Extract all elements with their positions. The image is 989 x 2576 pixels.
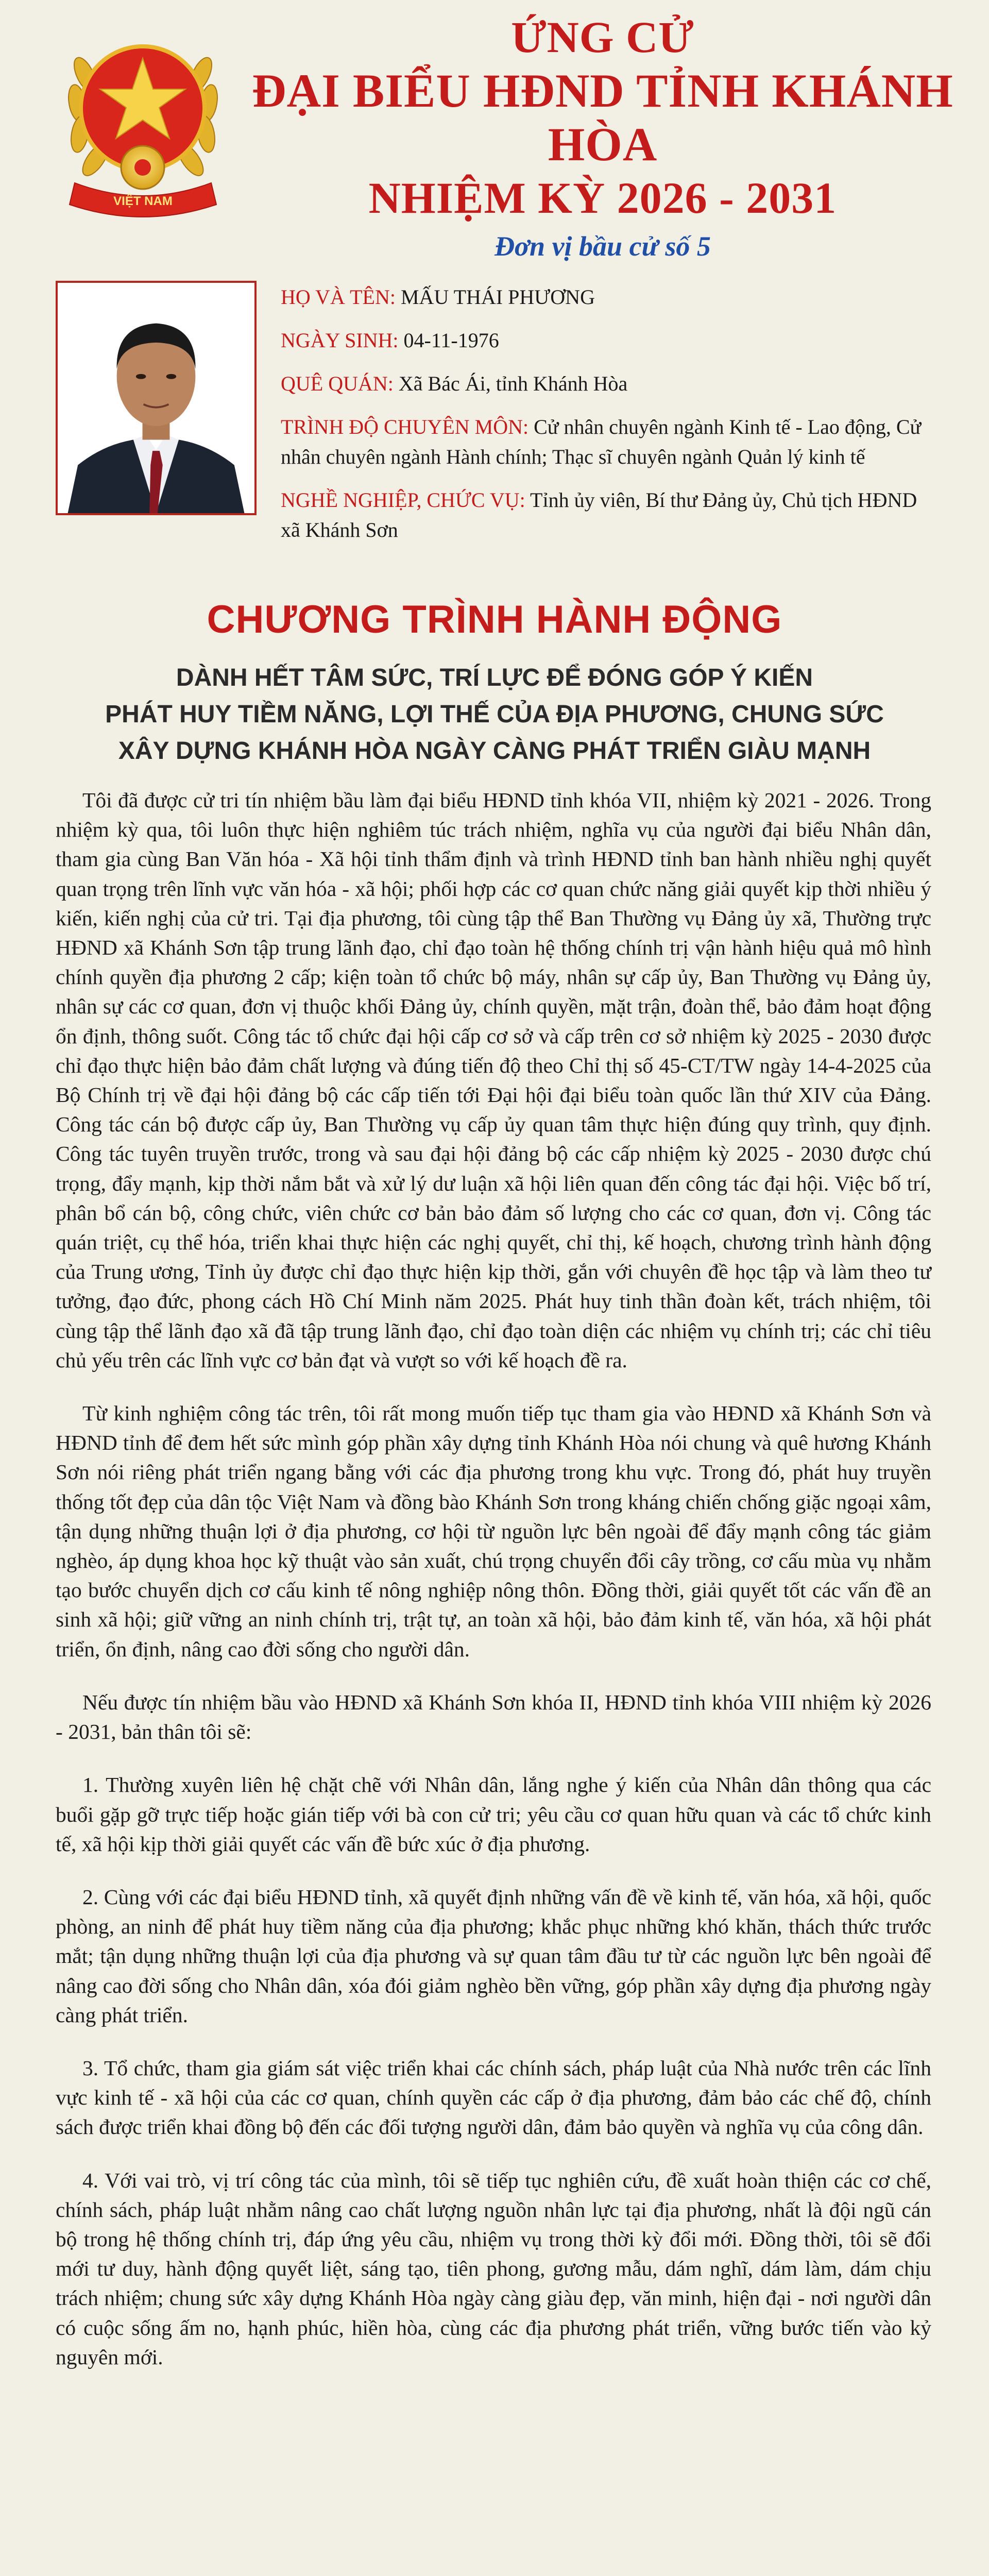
paragraph-pledge-intro: Nếu được tín nhiệm bầu vào HĐND xã Khánh Sơn khóa II, HĐND tỉnh khóa VIII nhiệm kỳ 2026 - 2031, bản thân tôi sẽ: — [56, 1690, 931, 1744]
field-value: MẤU THÁI PHƯƠNG — [400, 285, 595, 309]
paragraph-pledge-1: 1. Thường xuyên liên hệ chặt chẽ với Nhân dân, lắng nghe ý kiến của Nhân dân thông qua các buổi gặp gỡ trực tiếp hoặc gián tiếp với bà con cử tri; yêu cầu cơ quan hữu quan và các tổ chức kinh tế, xã hội kịp thời giải quyết các vấn đề bức xúc ở địa phương. — [56, 1773, 931, 1856]
field-label: NGÀY SINH — [281, 329, 393, 352]
program-subtitle — [77, 659, 912, 769]
paragraph-pledge-4: 4. Với vai trò, vị trí công tác của mình, tôi sẽ tiếp tục nghiên cứu, đề xuất hoàn thiện các cơ chế, chính sách, pháp luật nhằm nâng cao chất lượng nguồn nhân lực tại địa phương, nhất là đội ngũ cán bộ trong hệ thống chính trị, đáp ứng yêu cầu, nhiệm vụ trong thời kỳ đổi mới. Đồng thời, tôi sẽ đổi mới tư duy, hành động quyết liệt, sáng tạo, tiên phong, gương mẫu, dám nghĩ, dám làm, dám chịu trách nhiệm; chung sức xây dựng Khánh Hòa ngày càng giàu đẹp, văn minh, hiện đại - nơi người dân có cuộc sống ấm no, hạnh phúc, hiền hòa, cùng các địa phương phát triển, vững bước tiến vào kỷ nguyên mới. — [56, 2168, 931, 2369]
field-occupation: NGHỀ NGHIỆP, CHỨC VỤ: Tỉnh ủy viên, Bí thư Đảng ủy, Chủ tịch HĐND xã Khánh Sơn — [281, 488, 917, 541]
subtitle-line-2: PHÁT HUY TIỀM NĂNG, LỢI THẾ CỦA ĐỊA PHƯƠNG, CHUNG SỨC — [105, 701, 884, 728]
subtitle-line-3: XÂY DỰNG KHÁNH HÒA NGÀY CÀNG PHÁT TRIỂN GIÀU MẠNH — [118, 737, 871, 765]
paragraph-aspiration: Từ kinh nghiệm công tác trên, tôi rất mong muốn tiếp tục tham gia vào HĐND xã Khánh Sơn và HĐND tỉnh để đem hết sức mình góp phần xây dựng tỉnh Khánh Hòa nói chung và quê hương Khánh Sơn nói riêng phát triển ngang bằng với các địa phương trong khu vực. Trong đó, phát huy truyền thống tốt đẹp của dân tộc Việt Nam và đồng bào Khánh Sơn trong kháng chiến chống giặc ngoại xâm, tận dụng những thuận lợi ở địa phương, cơ hội từ nguồn lực bên ngoài để đẩy mạnh công tác giảm nghèo, áp dụng khoa học kỹ thuật vào sản xuất, chú trọng chuyển đổi cây trồng, cơ cấu mùa vụ nhằm tạo bước chuyển dịch cơ cấu kinh tế nông nghiệp nông thôn. Đồng thời, giải quyết tốt các vấn đề an sinh xã hội; giữ vững an ninh chính trị, trật tự, an toàn xã hội, bảo đảm kinh tế, văn hóa, xã hội phát triển, ổn định, nâng cao đời sống cho người dân. — [56, 1401, 931, 1661]
header — [247, 10, 958, 266]
field-hometown: QUÊ QUÁN: Xã Bác Ái, tỉnh Khánh Hòa — [281, 372, 628, 395]
emblem-graphic — [54, 13, 232, 224]
field-value: Cử nhân chuyên ngành Kinh tế - Lao động, Cử nhân chuyên ngành Hành chính; Thạc sĩ chuyên ngành Quản lý kinh tế — [281, 415, 922, 468]
subtitle-line-1: DÀNH HẾT TÂM SỨC, TRÍ LỰC ĐỂ ĐÓNG GÓP Ý KIẾN — [176, 664, 813, 691]
paragraph-achievements: Tôi đã được cử tri tín nhiệm bầu làm đại biểu HĐND tỉnh khóa VII, nhiệm kỳ 2021 - 2026. Trong nhiệm kỳ qua, tôi luôn thực hiện nghiêm túc trách nhiệm, nghĩa vụ của người đại biểu Nhân dân, tham gia cùng Ban Văn hóa - Xã hội tỉnh thẩm định và trình HĐND tỉnh ban hành nhiều nghị quyết quan trọng trên lĩnh vực văn hóa - xã hội; phối hợp các cơ quan chức năng giải quyết kịp thời nhiều ý kiến, kiến nghị của cử tri. Tại địa phương, tôi cùng tập thể Ban Thường vụ Đảng ủy xã, Thường trực HĐND xã Khánh Sơn tập trung lãnh đạo, chỉ đạo toàn hệ thống chính trị vận hành hiệu quả mô hình chính quyền địa phương 2 cấp; kiện toàn tổ chức bộ máy, nhân sự cấp ủy, Ban Thường vụ Đảng ủy, nhân sự các cơ quan, đơn vị thuộc khối Đảng ủy, chính quyền, mặt trận, đoàn thể, bảo đảm hoạt động ổn định, thông suốt. Công tác tổ chức đại hội cấp cơ sở và cấp trên cơ sở nhiệm kỳ 2025 - 2030 được chỉ đạo thực hiện bảo đảm chất lượng và đúng tiến độ theo Chỉ thị số 45-CT/TW ngày 14-4-2025 của Bộ Chính trị về đại hội đảng bộ các cấp tiến tới Đại hội đại biểu toàn quốc lần thứ XIV của Đảng. Công tác cán bộ được cấp ủy, Ban Thường vụ cấp ủy quan tâm thực hiện đúng quy trình, quy định. Công tác tuyên truyền trước, trong và sau đại hội đảng bộ các cấp nhiệm kỳ 2025 - 2030 được chú trọng, đẩy mạnh, kịp thời nắm bắt và xử lý dư luận xã hội liên quan đến công tác đại hội. Việc bố trí, phân bổ cán bộ, công chức, viên chức cơ bản bảo đảm số lượng cho các cơ quan, đơn vị. Công tác quán triệt, cụ thể hóa, triển khai thực hiện các nghị quyết, chỉ thị, kế hoạch, chương trình hành động của Trung ương, Tỉnh ủy được chỉ đạo thực hiện kịp thời, gắn với chuyên đề học tập và làm theo tư tưởng, đạo đức, phong cách Hồ Chí Minh năm 2025. Phát huy tinh thần đoàn kết, trách nhiệm, tôi cùng tập thể lãnh đạo xã đã tập trung lãnh đạo, chỉ đạo toàn diện các nhiệm vụ chính trị; các chỉ tiêu chủ yếu trên các lĩnh vực cơ bản đạt và vượt so với kế hoạch đề ra. — [56, 788, 931, 1372]
field-qualification: TRÌNH ĐỘ CHUYÊN MÔN: Cử nhân chuyên ngành Kinh tế - Lao động, Cử nhân chuyên ngành Hành chính; Thạc sĩ chuyên ngành Quản lý kinh tế — [281, 415, 922, 468]
field-birth-date: NGÀY SINH: 04-11-1976 — [281, 329, 499, 352]
field-label: TRÌNH ĐỘ CHUYÊN MÔN — [281, 415, 523, 438]
program-body — [56, 786, 931, 2396]
candidate-profile — [281, 282, 935, 558]
field-full-name: HỌ VÀ TÊN: MẤU THÁI PHƯƠNG — [281, 285, 595, 309]
header-line-3: NHIỆM KỲ 2026 - 2031 — [368, 173, 837, 223]
program-title: CHƯƠNG TRÌNH HÀNH ĐỘNG — [207, 598, 782, 641]
field-value: Tỉnh ủy viên, Bí thư Đảng ủy, Chủ tịch HĐND xã Khánh Sơn — [281, 488, 917, 541]
field-value: 04-11-1976 — [403, 329, 499, 352]
paragraph-pledge-3: 3. Tổ chức, tham gia giám sát việc triển khai các chính sách, pháp luật của Nhà nước trên các lĩnh vực kinh tế - xã hội của các cơ quan, chính quyền các cấp ở địa phương, đảm bảo các chế độ, chính sách được triển khai đồng bộ đến các đối tượng người dân, đảm bảo quyền và nghĩa vụ của công dân. — [56, 2056, 931, 2139]
paragraph-pledge-2: 2. Cùng với các đại biểu HĐND tỉnh, xã quyết định những vấn đề về kinh tế, văn hóa, xã hội, quốc phòng, an ninh để phát huy tiềm năng của địa phương; khắc phục những khó khăn, thách thức trước mắt; tận dụng những thuận lợi của địa phương và sự quan tâm đầu tư từ các nguồn lực bên ngoài để nâng cao đời sống cho Nhân dân, xóa đói giảm nghèo bền vững, góp phần xây dựng địa phương ngày càng phát triển. — [56, 1885, 931, 2027]
header-line-1: ỨNG CỬ — [511, 12, 694, 62]
portrait-icon — [58, 283, 254, 513]
electoral-unit: Đơn vị bầu cử số 5 — [494, 231, 711, 262]
field-label: NGHỀ NGHIỆP, CHỨC VỤ — [281, 488, 520, 512]
field-value: Xã Bác Ái, tỉnh Khánh Hòa — [398, 372, 628, 395]
candidate-photo — [56, 281, 257, 515]
emblem-ribbon-text: VIỆT NAM — [113, 194, 173, 208]
header-line-2: ĐẠI BIỂU HĐND TỈNH KHÁNH HÒA — [252, 64, 953, 171]
field-label: HỌ VÀ TÊN — [281, 285, 390, 309]
national-emblem — [54, 13, 232, 224]
field-label: QUÊ QUÁN — [281, 372, 388, 395]
